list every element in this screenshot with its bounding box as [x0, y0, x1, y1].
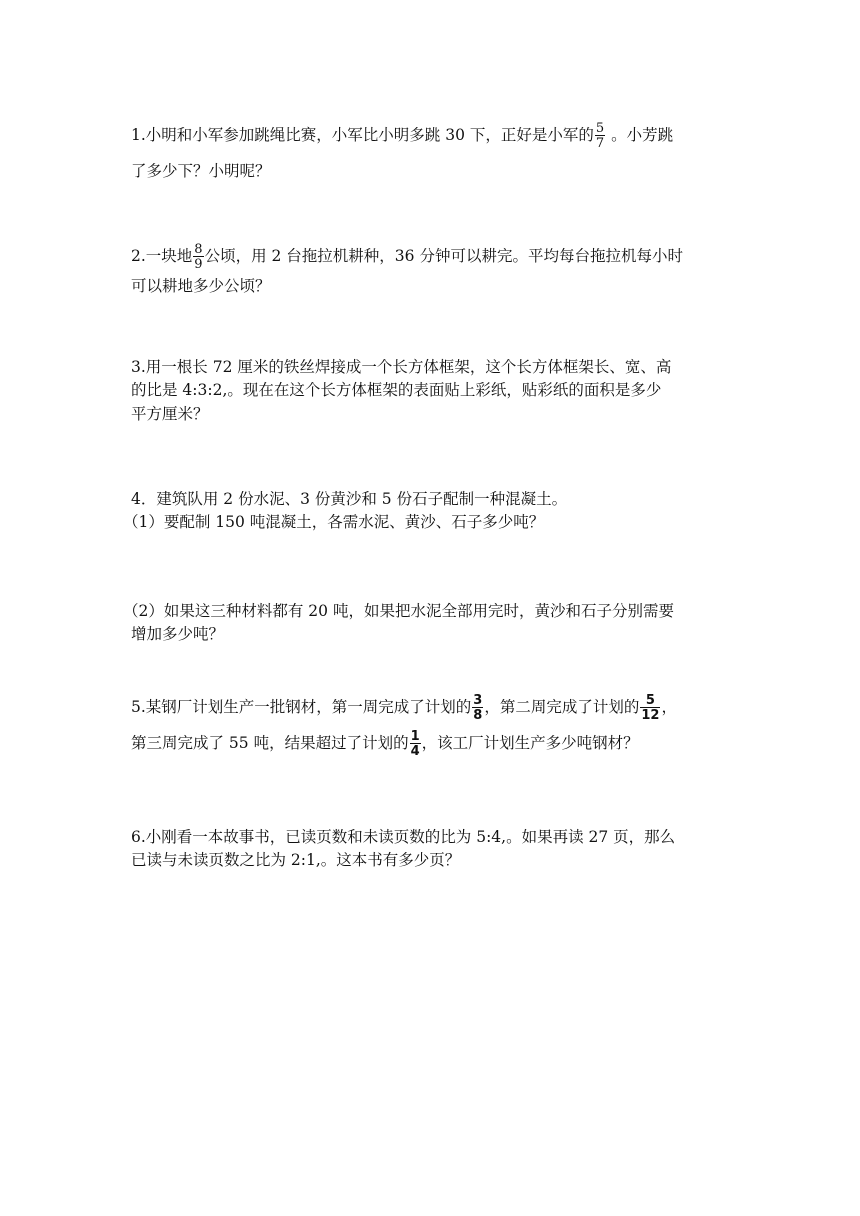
question-4-part-2 [123, 600, 731, 647]
question-3-line-2: 的比是 4:3:2,。现在在这个长方体框架的表面贴上彩纸，贴彩纸的面积是多少 [131, 381, 662, 400]
question-2 [131, 243, 731, 298]
question-5-line-1: 5.某钢厂计划生产一批钢材，第一周完成了计划的 $\frac{3}{8}$ ，第二周完成了计划的 $\frac{5}{12}$ ， [131, 693, 677, 723]
question-5 [131, 694, 731, 758]
question-3 [131, 356, 731, 426]
question-6-line-2: 已读与未读页数之比为 2:1,。这本书有多少页？ [131, 851, 461, 870]
fraction-3-8: $\frac{3}{8}$ [473, 693, 483, 723]
question-3-line-3: 平方厘米？ [131, 404, 209, 423]
question-1 [131, 122, 731, 183]
question-4-sub-2-line-1: （2）如果这三种材料都有 20 吨，如果把水泥全部用完时，黄沙和石子分别需要 [123, 602, 674, 620]
question-4-sub-1: （1）要配制 150 吨混凝土，各需水泥、黄沙、石子多少吨？ [123, 513, 545, 532]
question-2-line-2: 可以耕地多少公顷？ [131, 277, 271, 295]
question-1-line-1: 1.小明和小军参加跳绳比赛，小军比小明多跳 30 下，正好是小军的 $\frac{5}{7}$ 。小芳跳 [131, 121, 674, 151]
fraction-8-9: $\frac{8}{9}$ [194, 242, 203, 272]
question-5-line-2: 第三周完成了 55 吨，结果超过了计划的 $\frac{1}{4}$ ，该工厂计划生产多少吨钢材？ [131, 729, 639, 759]
question-4 [123, 488, 731, 535]
question-2-line-1: 2.一块地 $\frac{8}{9}$ 公顷，用 2 台拖拉机耕种，36 分钟可以耕完。平均每台拖拉机每小时 [131, 242, 683, 272]
fraction-1-4: $\frac{1}{4}$ [410, 729, 420, 759]
question-4-sub-2-line-2: 增加多少吨？ [131, 625, 225, 644]
fraction-5-12: $\frac{5}{12}$ [641, 693, 660, 723]
question-6 [131, 826, 731, 873]
question-1-line-2: 了多少下？小明呢？ [131, 162, 271, 180]
fraction-5-7: $\frac{5}{7}$ [595, 121, 605, 151]
question-3-line-1: 3.用一根长 72 厘米的铁丝焊接成一个长方体框架，这个长方体框架长、宽、高 [131, 358, 672, 376]
question-4-line-1: 4．建筑队用 2 份水泥、3 份黄沙和 5 份石子配制一种混凝土。 [131, 490, 568, 508]
question-6-line-1: 6.小刚看一本故事书，已读页数和未读页数的比为 5:4,。如果再读 27 页，那么 [131, 828, 676, 846]
